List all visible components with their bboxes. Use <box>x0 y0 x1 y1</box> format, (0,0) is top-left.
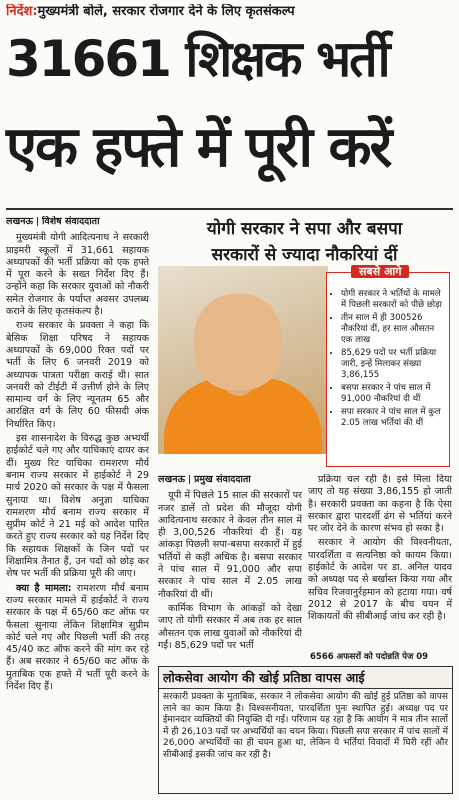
highlight-item: • बसपा सरकार ने पांच साल में 91,000 नौकरियां दी थीं <box>341 383 445 405</box>
right-paragraph: प्रक्रिया चल रही है। इसे मिला दिया जाए तो यह संख्या 3,86,155 हो जाती है। सरकारी प्रवक्ता का कहना है कि ऐसा सरकार द्वारा पारदर्शी ढंग से भर्तियां करने पर जोर देने के कारण संभव हो सका है। <box>308 474 452 535</box>
photo-head <box>194 294 282 390</box>
highlights-box <box>326 265 450 467</box>
sub-headline-line-2: सरकारों से ज्यादा नौकरियां दीं <box>211 245 398 265</box>
right-column <box>308 474 452 650</box>
left-column <box>6 216 149 796</box>
highlights-tag: सबसे आगे <box>351 265 409 278</box>
headline-line-1: 31661 शिक्षक भर्ती <box>6 30 389 88</box>
continuation-note: 6566 अफसरों को पदोन्नति पेज 09 <box>310 652 429 662</box>
left-paragraph: इस शासनादेश के विरुद्ध कुछ अभ्यर्थी हाईकोर्ट चले गए और याचिकाएं दायर कर दीं। मुख्य रिट याचिका रामशरण मौर्य बनाम राज्य सरकार में हाईकोर्ट ने 29 मार्च 2020 को सरकार के पक्ष में फैसला सुनाया था। विशेष अनुज्ञा याचिका रामशरण मौर्य बनाम राज्य सरकार में सुप्रीम कोर्ट ने 21 मई को आदेश पारित करते हुए राज्य सरकार को यह निर्देश दिए कि सहायक शिक्षकों के जिन पदों पर शिक्षामित्र तैनात हैं, उन पदों को छोड़ कर शेष पर भर्ती की प्रक्रिया पूरी की जाए। <box>6 433 149 580</box>
mid-byline-city: लखनऊ <box>158 474 185 485</box>
sub-headline <box>158 216 451 268</box>
kicker <box>6 4 453 20</box>
byline-separator <box>189 475 190 484</box>
case-label: क्या है मामला: <box>16 582 72 594</box>
highlight-item: • 85,629 पदों पर भर्ती प्रक्रिया जारी, इन्हें मिलाकर संख्या 3,86,155 <box>341 348 445 381</box>
bottom-box <box>158 666 453 794</box>
headline-line-2: एक हफ्ते में पूरी करें <box>6 115 391 180</box>
sub-headline-line-1: योगी सरकार ने सपा और बसपा <box>206 219 403 239</box>
cm-photo <box>158 266 328 454</box>
left-byline-desk: विशेष संवाददाता <box>41 216 100 227</box>
highlight-item: • सपा सरकार ने पांच साल में कुल 2.05 लाख भर्तियां की थीं <box>341 407 445 429</box>
left-byline <box>6 216 149 228</box>
highlights-list <box>331 289 445 429</box>
kicker-lead: निर्देश: <box>6 4 38 19</box>
bottom-box-text: सरकारी प्रवक्ता के मुताबिक, सरकार ने लोकसेवा आयोग की खोई हुई प्रतिष्ठा को वापस लाने का काम किया है। विश्वसनीयता, पारदर्शिता पुनः स्थापित हुई। अध्यक्ष पद पर ईमानदार व्यक्तियों की नियुक्ति दी गई। परिणाम यह रहा है कि आयोग ने मात्र तीन सालों में ही 26,103 पदों पर अभ्यर्थियों का चयन किया। पिछली सपा सरकार में पांच सालों में 26,000 अभ्यर्थियों का ही चयन हुआ था, लेकिन ये भर्तियां विवादों में घिरी रहीं और सीबीआई इसकी जांच कर रही है। <box>163 692 448 760</box>
byline-separator <box>37 217 38 226</box>
mid-paragraph: यूपी में पिछले 15 साल की सरकारों पर नजर डालें तो प्रदेश की मौजूदा योगी आदित्यनाथ सरकार ने केवल तीन साल में ही 3,00,526 नौकरियां दी हैं। यह आंकड़ा पिछली सपा-बसपा सरकारों में हुई भर्तियों से कहीं अधिक है। बसपा सरकार ने पांच साल में 91,000 और सपा सरकार ने पांच साल में 2.05 लाख नौकरियां दी थीं। <box>158 490 302 600</box>
kicker-text: मुख्यमंत्री बोले, सरकार रोजगार देने के लिए कृतसंकल्प <box>37 4 295 19</box>
left-paragraph: राज्य सरकार के प्रवक्ता ने कहा कि बेसिक शिक्षा परिषद ने सहायक अध्यापकों के 69,000 रिक्त पदों पर भर्ती के लिए 6 जनवरी 2019 को अध्यापक पात्रता परीक्षा कराई थी। सात जनवरी को टीईटी में उत्तीर्ण होने के लिए सामान्य वर्ग के लिए न्यूनतम 65 और आरक्षित वर्ग के लिए 60 फीसदी अंक निर्धारित किए। <box>6 320 149 430</box>
left-byline-city: लखनऊ <box>6 216 33 227</box>
mid-column <box>158 474 302 650</box>
bottom-box-headline: लोकसेवा आयोग की खोई प्रतिष्ठा वापस आई <box>159 667 452 689</box>
left-paragraph: मुख्यमंत्री योगी आदित्यनाथ ने सरकारी प्राइमरी स्कूलों में 31,661 सहायक अध्यापकों की भर्ती प्रक्रिया को एक हफ्ते में पूरा करने के सख्त निर्देश दिए हैं। उन्होंने कहा कि सरकार युवाओं को नौकरी समेत रोजगार के पर्याप्त अवसर उपलब्ध कराने के लिए कृतसंकल्प है। <box>6 232 149 318</box>
right-paragraph: सरकार ने आयोग की विश्वनीयता, पारदर्शिता व सत्यनिष्ठा को कायम किया। हाईकोर्ट के आदेश पर डा. अनिल यादव को अध्यक्ष पद से बर्खास्त किया गया और सचिव रिजवानुर्रहमान को हटाया गया। वर्ष 2012 से 2017 के बीच चयन में शिकायतों की सीबीआई जांच कर रही है। <box>308 537 452 623</box>
case-text: रामशरण मौर्य बनाम राज्य सरकार मामले में हाईकोर्ट ने राज्य सरकार के पक्ष में 65/60 कट ऑफ पर फैसला सुनाया लेकिन शिक्षामित्र सुप्रीम कोर्ट चले गए और पिछली भर्ती की तरह 45/40 कट ऑफ करने की मांग कर रहे हैं। अब सरकार ने 65/60 कट ऑफ के मुताबिक एक हफ्ते में भर्ती पूरी करने के निर्देश दिए हैं। <box>6 582 149 692</box>
mid-byline <box>158 474 302 486</box>
headline-divider <box>6 208 453 210</box>
mid-paragraph: कार्मिक विभाग के आंकड़ों को देखा जाए तो योगी सरकार में अब तक हर साल औसतन एक लाख युवाओं को नौकरियां दी गईं। 85,629 पदों पर भर्ती <box>158 602 302 650</box>
highlight-item: • योगी सरकार ने भर्तियों के मामले में पिछली सरकारों को पीछे छोड़ा <box>341 289 445 311</box>
case-paragraph <box>6 583 149 694</box>
highlight-item: • तीन साल में ही 300526 नौकरियां दीं, हर साल औसतन एक लाख <box>341 313 445 346</box>
mid-byline-desk: प्रमुख संवाददाता <box>193 474 251 485</box>
